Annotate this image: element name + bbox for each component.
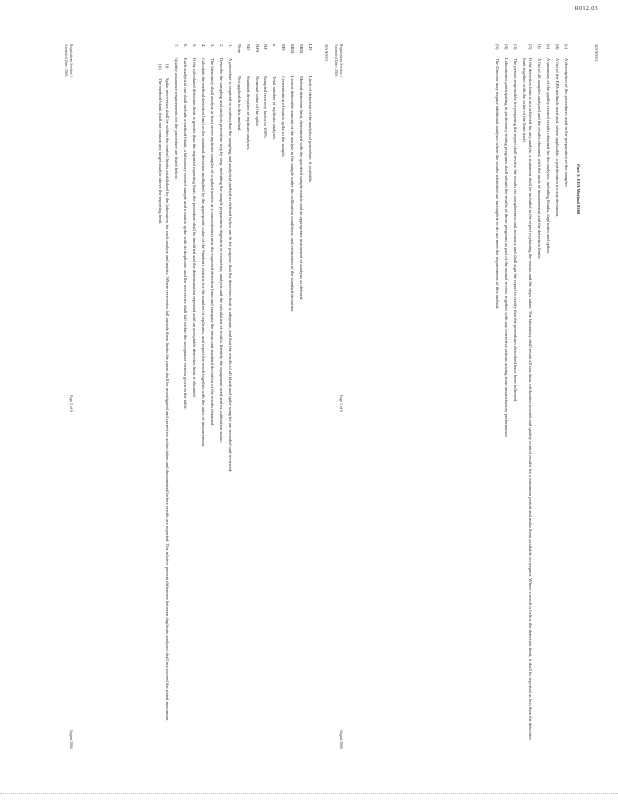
left-page [55, 14, 335, 779]
definition-item [280, 44, 286, 749]
numbered-paragraph [502, 44, 508, 749]
numbered-paragraph [209, 44, 215, 749]
definition-term: NF [263, 44, 269, 50]
definition-term: MDL [299, 44, 305, 55]
paragraph-text: Each analytical run shall include a method blank, a laboratory control sample and a matrix spike with its duplicate, and the recoveries shall fall within the acceptance criteria given in the table. [183, 58, 189, 410]
right-footer-center: Page 3 of 8 [339, 394, 343, 412]
paragraph-text: A procedure is required to confirm that the sampling and analytical method as defined below are fit for purpose, that the detection limit is adequate, and that the results of all blank and spike samples are recorded and reviewed. [227, 58, 233, 473]
sub-item [164, 64, 170, 749]
definition-text: Limit of detection of the analytical procedure, if available. [308, 76, 313, 184]
left-header-left: MAN0001 [324, 44, 329, 62]
sub-item-label: (i) [165, 64, 171, 69]
numbered-paragraph [226, 44, 232, 749]
definition-item [262, 44, 268, 749]
paragraph-number: 1. [227, 44, 233, 48]
definition-item [289, 44, 295, 749]
right-page-footer [333, 44, 343, 749]
entry-text: A list of all samples analysed and the results obtained, with the units of measurement and the detection limits. [536, 58, 542, 260]
definition-term: LD- [308, 44, 313, 52]
paragraph-number: (5) [494, 44, 500, 50]
left-footer-right: August 2006 [69, 729, 73, 749]
definition-term: NFS [254, 44, 260, 53]
entry-label: (f) [536, 44, 542, 49]
paragraph-number: 4. [201, 44, 207, 48]
definition-item [244, 44, 250, 749]
paragraph-text: If the calculated detection limit is greater than the required reporting limit, the procedure shall be modified and the determination repeated until an acceptable detection limit is obtained. [192, 58, 198, 398]
entry-label: (c) [563, 44, 569, 50]
right-header-left: MAN0001 [594, 44, 599, 62]
paragraph-text: Laboratories participating in proficiency testing programs shall submit the results of those programs as part of the annual review, together with any corrective actions arising from unsatisfactory performance. [503, 58, 509, 438]
document-id: R012.03 [574, 6, 598, 12]
paragraph-number: 6. [183, 44, 189, 48]
definition-text: Standard deviation of replicate analyses. [245, 76, 251, 151]
right-page [325, 14, 605, 779]
entry-text: A summary of the quality control results obtained for the analyses, including blanks, duplicates and spikes. [545, 58, 551, 255]
definition-term: MS [281, 44, 287, 51]
definition-term: Note [236, 44, 242, 53]
definition-text: Method detection limit, determined with the specified sample matrix and an appropriate instrument of analysis as defined. [299, 76, 305, 301]
definition-item [307, 44, 313, 749]
lettered-entry [562, 44, 568, 749]
sub-item-label: (ii) [157, 64, 163, 70]
left-page-footer [63, 44, 73, 749]
numbered-paragraph [218, 44, 224, 749]
entry-label: (e) [545, 44, 551, 50]
left-footer-center: Page 2 of 8 [69, 394, 73, 412]
paragraph-number: (4) [503, 44, 509, 50]
left-page-body [81, 44, 313, 749]
paragraph-number: 3. [210, 44, 216, 48]
numbered-paragraph [182, 44, 188, 749]
paragraph-text: Describe the sampling and analysis procedure step by step, including the sample preparation, digestion or extraction, analysis and the calculation of results. Identify the equipment used and its calibration status. [218, 58, 224, 444]
sub-item-text: Spike recoveries shall be within the control limits established by the laboratory for each analyte and matrix. Where recoveries fall outside these limits the cause shall be investigated and corrective action taken and documented before results are reported. The relative percent difference between duplicate analyses shall not exceed the stated maximum. [165, 78, 171, 722]
right-page-rotated-content [325, 14, 605, 779]
lettered-entry [544, 44, 550, 749]
paragraph-text: Calculate the method detection limit as the standard deviation multiplied by the appropriate value of the Student t statistic for the number of replicates, and report the result together with the units of measurement. [201, 58, 207, 448]
numbered-paragraph [493, 44, 499, 749]
paragraph-number: (2) [527, 44, 533, 50]
numbered-paragraph [191, 44, 197, 749]
numbered-paragraph [511, 44, 517, 749]
scan-edge-divider [0, 793, 618, 794]
entry-text: A list of the EPA methods used and, where applicable, a justification for any deviation. [554, 58, 560, 218]
definition-text: Total number of replicate analyses. [272, 76, 278, 141]
left-page-rotated-content [55, 14, 335, 779]
entry-text: A description of the procedures used in the preparation of the samples. [563, 58, 569, 188]
paragraph-text: Quality assurance requirements for the procedure are listed below. [174, 58, 180, 180]
definition-text: Lowest detectable amount of the analyte in the sample under the calibration conditions, and estimation of the standard deviation. [290, 76, 296, 313]
left-footer-left: Regulations Section 1 Amended Date: 2003 [64, 44, 73, 78]
paragraph-text: The person responsible for preparing the report shall review the results for completeness and accuracy and shall sign the report to certify that the procedures described have been followed. [512, 58, 518, 403]
definition-term: SD [245, 44, 251, 50]
sub-item [156, 64, 162, 749]
right-running-header [593, 44, 599, 749]
definition-item [235, 44, 241, 749]
right-footer-right: August 2006 [339, 729, 343, 749]
numbered-paragraph [520, 44, 533, 749]
sub-item-text: The method blank shall not contain any target analyte above the reporting limit. [157, 78, 163, 225]
numbered-paragraph [173, 44, 179, 749]
paragraph-text: If the detection limit is not achieved for any analyte, a statement shall be included in the report explaining the reason and the steps taken. The laboratory shall retain all raw data, calibration records and quality control results for a minimum period and make them available on request. Where a result is below the detection limit, it shall be reported as less than the detection limit together with the value of the limit itself. [521, 58, 533, 740]
definition-item [253, 44, 259, 749]
right-page-body [351, 44, 583, 749]
lettered-entry [535, 44, 541, 749]
paragraph-text: The Director may require additional analyses where the results submitted are incomplete or do not meet the requirements of this method. [494, 58, 500, 310]
paragraph-number: 2. [218, 44, 224, 48]
paragraph-text: The laboratory shall analyse at least seven replicate samples of a spiked matrix at a concentration near the expected detection limit and compute the mean and standard deviation of the results obtained. [210, 58, 216, 427]
lettered-entry [553, 44, 559, 749]
paragraph-number: (3) [512, 44, 518, 50]
page-title: Part 5: EPA Method 8260 [576, 164, 581, 215]
definition-text: Nominal value of the spike. [254, 76, 260, 127]
definition-text: Sampled recovery factor to 100%. [263, 76, 269, 139]
paragraph-number: 5. [192, 44, 198, 48]
definition-term: n [272, 44, 278, 47]
definition-item [271, 44, 277, 749]
definition-term: MDL [290, 44, 296, 55]
right-footer-left: Regulations Section 1 Amended Date: 2003 [334, 44, 343, 78]
definition-text: Not applicable to this method. [236, 76, 242, 132]
paragraph-number: 7. [174, 44, 180, 48]
numbered-paragraph [200, 44, 206, 749]
definition-item [298, 44, 304, 749]
definition-text: Concentration of matrix spike in the sample. [281, 76, 287, 158]
entry-label: (d) [554, 44, 560, 50]
